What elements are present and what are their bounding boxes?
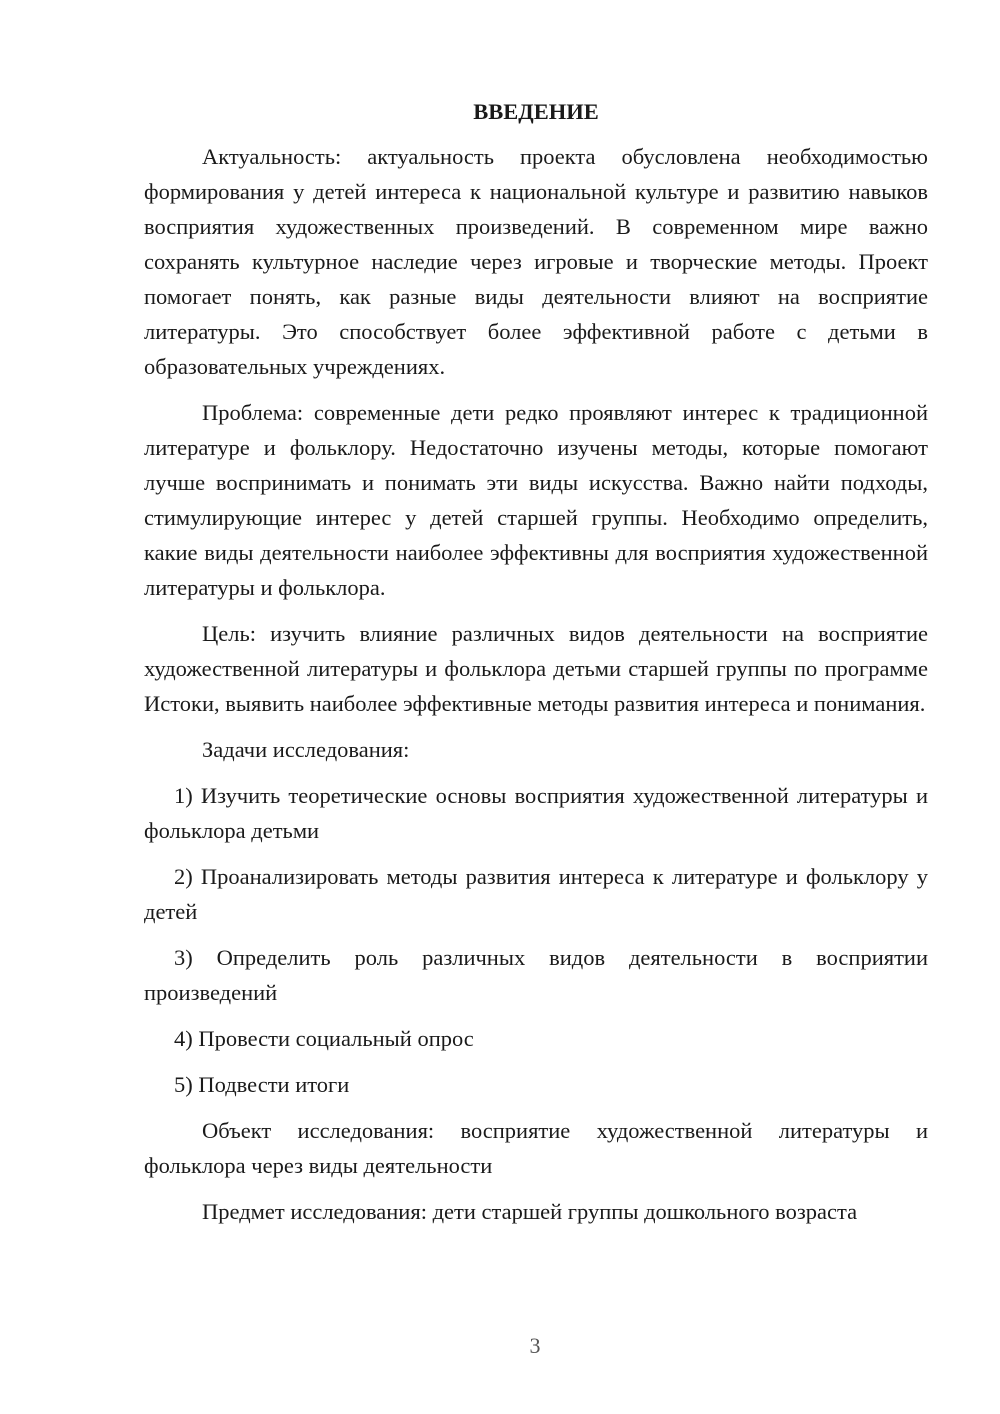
object-paragraph: Объект исследования: восприятие художественной литературы и фольклора через виды деятельности	[144, 1118, 928, 1178]
page-number: 3	[529, 1333, 541, 1358]
document-page	[144, 94, 928, 1240]
problem-paragraph: Проблема: современные дети редко проявляют интерес к традиционной литературе и фольклору. Недостаточно изучены методы, которые помогают лучше воспринимать и понимать эти виды искусства. Важно найти подходы, стимулирующие интерес у детей старшей группы. Необходимо определить, какие виды деятельности наиболее эффективны для восприятия художественной литературы и фольклора.	[144, 400, 928, 600]
subject-paragraph: Предмет исследования: дети старшей группы дошкольного возраста	[202, 1199, 858, 1224]
tasks-heading: Задачи исследования:	[202, 737, 410, 762]
task-item-1: 1) Изучить теоретические основы восприятия художественной литературы и фольклора детьми	[144, 783, 928, 843]
task-item-3: 3) Определить роль различных видов деятельности в восприятии произведений	[144, 945, 928, 1005]
relevance-paragraph: Актуальность: актуальность проекта обусловлена необходимостью формирования у детей интереса к национальной культуре и развитию навыков восприятия художественных произведений. В современном мире важно сохранять культурное наследие через игровые и творческие методы. Проект помогает понять, как разные виды деятельности влияют на восприятие литературы. Это способствует более эффективной работе с детьми в образовательных учреждениях.	[144, 144, 928, 379]
task-item-4: 4) Провести социальный опрос	[174, 1026, 474, 1051]
task-item-2: 2) Проанализировать методы развития интереса к литературе и фольклору у детей	[144, 864, 928, 924]
section-title: ВВЕДЕНИЕ	[473, 99, 599, 124]
goal-paragraph: Цель: изучить влияние различных видов деятельности на восприятие художественной литературы и фольклора детьми старшей группы по программе Истоки, выявить наиболее эффективные методы развития интереса и понимания.	[144, 621, 928, 716]
task-item-5: 5) Подвести итоги	[174, 1072, 350, 1097]
